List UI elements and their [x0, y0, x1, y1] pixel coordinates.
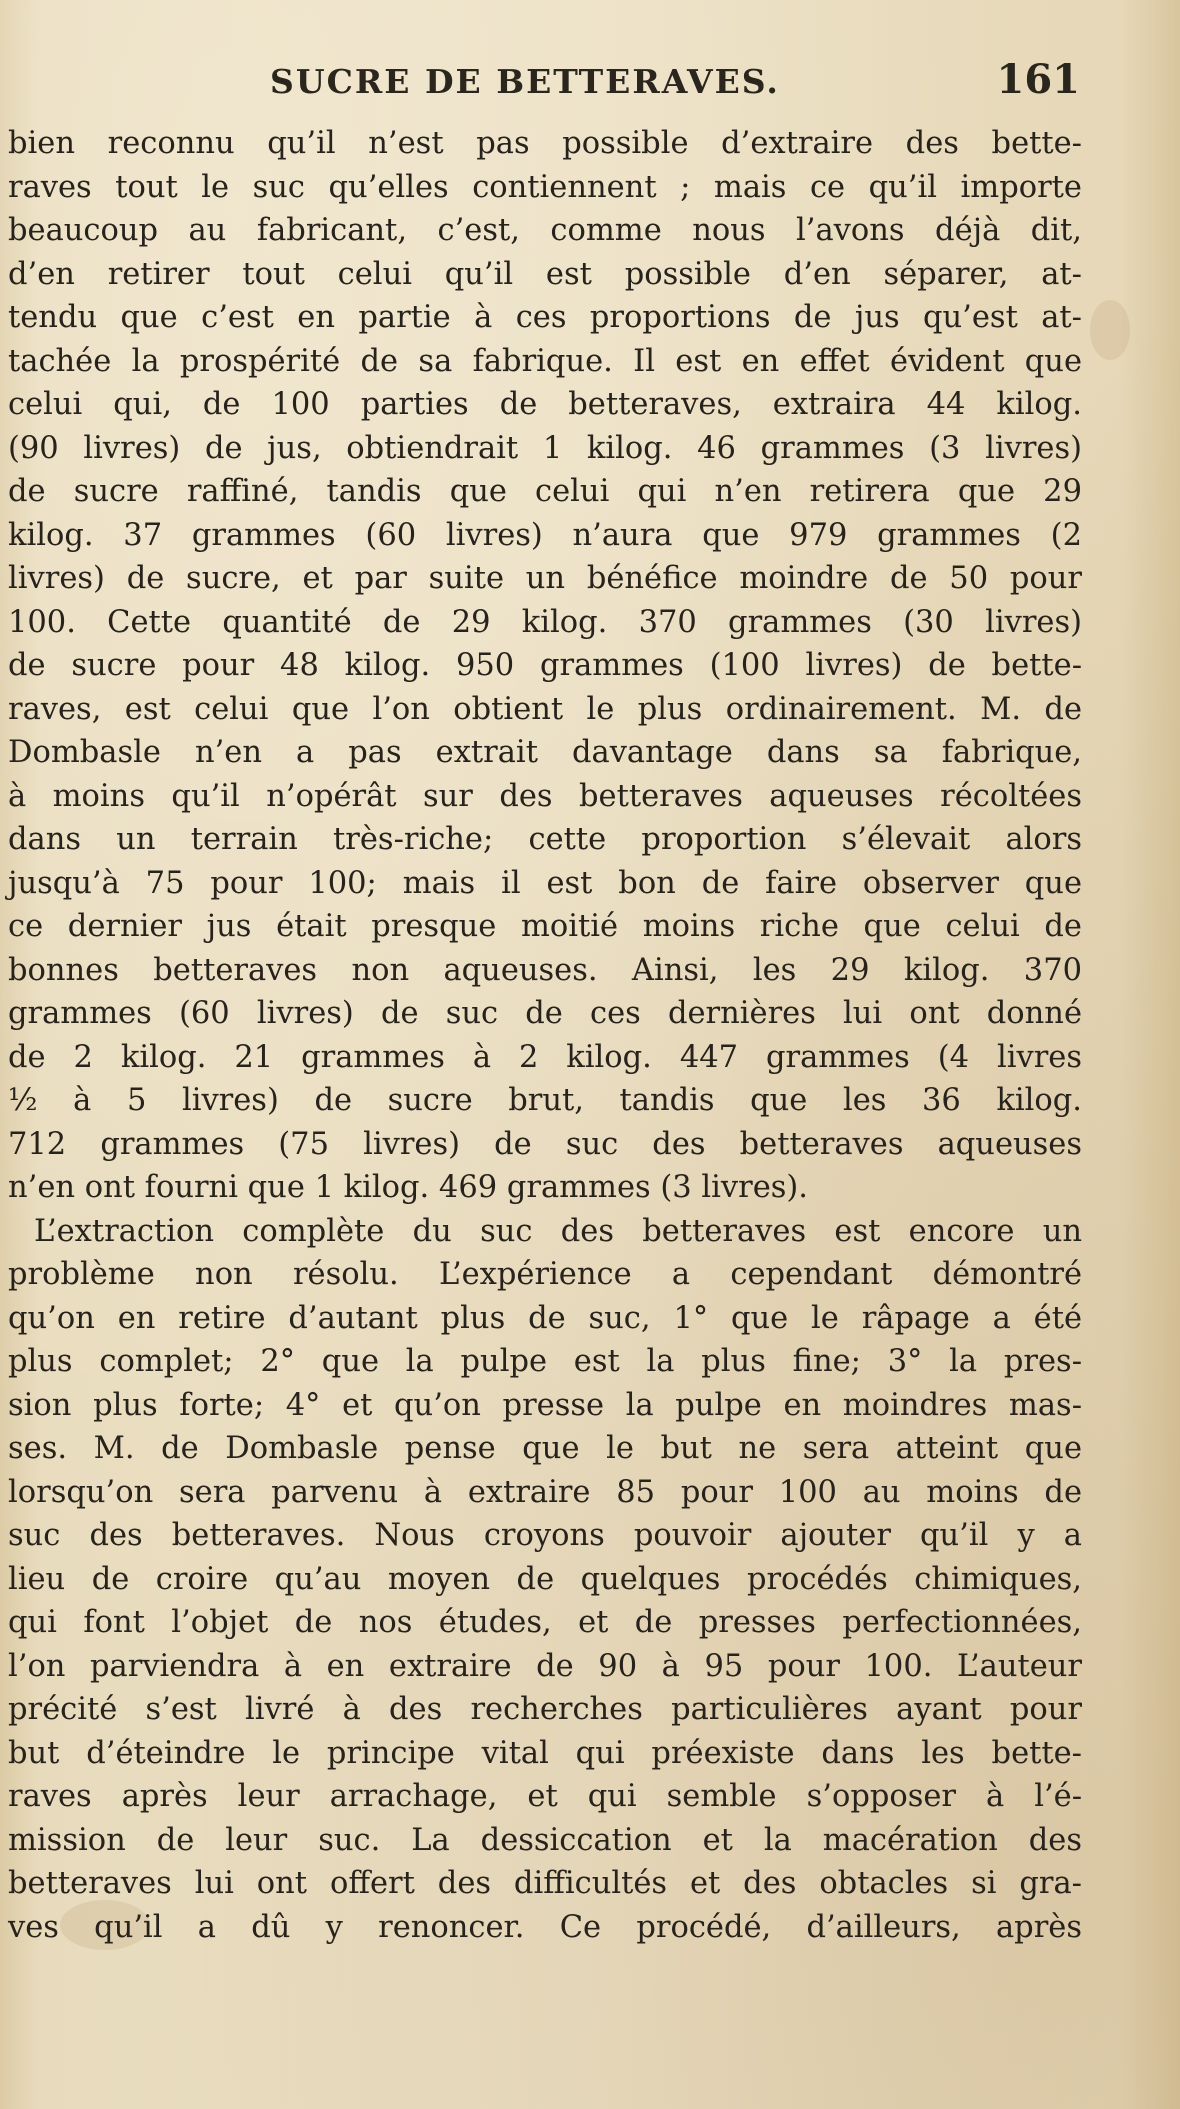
text-line: but d’éteindre le principe vital qui préexiste dans les bette-	[8, 1735, 1082, 1771]
text-line: beaucoup au fabricant, c’est, comme nous l’avons déjà dit,	[8, 213, 1082, 248]
text-line: plus complet; 2° que la pulpe est la plus fine; 3° la pres-	[8, 1344, 1082, 1379]
running-title: SUCRE DE BETTERAVES.	[270, 62, 780, 101]
text-line: suc des betteraves. Nous croyons pouvoir ajouter qu’il y a	[8, 1518, 1082, 1553]
text-line: L’extraction complète du suc des betteraves est encore un	[34, 1213, 1082, 1249]
text-line: ses. M. de Dombasle pense que le but ne sera atteint que	[8, 1431, 1082, 1466]
text-line: sion plus forte; 4° et qu’on presse la pulpe en moindres mas-	[8, 1387, 1082, 1423]
text-line: kilog. 37 grammes (60 livres) n’aura que 979 grammes (2	[8, 517, 1082, 553]
text-line: l’on parviendra à en extraire de 90 à 95 pour 100. L’auteur	[8, 1648, 1082, 1684]
text-line: lorsqu’on sera parvenu à extraire 85 pour 100 au moins de	[8, 1474, 1082, 1510]
text-line: qu’on en retire d’autant plus de suc, 1° que le râpage a été	[8, 1300, 1082, 1336]
text-line: lieu de croire qu’au moyen de quelques procédés chimiques,	[8, 1561, 1082, 1597]
text-line: 100. Cette quantité de 29 kilog. 370 grammes (30 livres)	[8, 604, 1082, 640]
text-line: livres) de sucre, et par suite un bénéfice moindre de 50 pour	[8, 561, 1082, 596]
text-line: bien reconnu qu’il n’est pas possible d’extraire des bette-	[8, 126, 1082, 161]
text-line: raves après leur arrachage, et qui semble s’opposer à l’é-	[8, 1779, 1082, 1814]
text-line: problème non résolu. L’expérience a cependant démontré	[8, 1257, 1082, 1292]
text-line: celui qui, de 100 parties de betteraves, extraira 44 kilog.	[8, 387, 1082, 422]
text-line: (90 livres) de jus, obtiendrait 1 kilog. 46 grammes (3 livres)	[8, 430, 1082, 466]
text-line: n’en ont fourni que 1 kilog. 469 grammes (3 livres).	[8, 1170, 808, 1205]
text-line: d’en retirer tout celui qu’il est possible d’en séparer, at-	[8, 256, 1082, 292]
text-line: ves qu’il a dû y renoncer. Ce procédé, d’ailleurs, après	[8, 1909, 1082, 1945]
body-text	[8, 122, 1082, 1949]
text-line: ½ à 5 livres) de sucre brut, tandis que les 36 kilog.	[8, 1083, 1082, 1118]
text-line: tachée la prospérité de sa fabrique. Il est en effet évident que	[8, 343, 1082, 379]
text-line: jusqu’à 75 pour 100; mais il est bon de faire observer que	[8, 865, 1082, 901]
text-line: bonnes betteraves non aqueuses. Ainsi, les 29 kilog. 370	[8, 952, 1082, 988]
text-line: grammes (60 livres) de suc de ces dernières lui ont donné	[8, 996, 1082, 1031]
text-line: tendu que c’est en partie à ces proportions de jus qu’est at-	[8, 300, 1082, 335]
page-number: 161	[996, 56, 1080, 103]
text-line: dans un terrain très-riche; cette proportion s’élevait alors	[8, 822, 1082, 857]
text-line: Dombasle n’en a pas extrait davantage dans sa fabrique,	[8, 735, 1082, 770]
text-line: à moins qu’il n’opérât sur des betteraves aqueuses récoltées	[8, 778, 1082, 814]
text-line: qui font l’objet de nos études, et de presses perfectionnées,	[8, 1605, 1082, 1640]
text-line: raves tout le suc qu’elles contiennent ; mais ce qu’il importe	[8, 169, 1082, 205]
paper-stain	[1090, 300, 1130, 360]
text-line: raves, est celui que l’on obtient le plus ordinairement. M. de	[8, 691, 1082, 727]
text-line: de sucre pour 48 kilog. 950 grammes (100 livres) de bette-	[8, 648, 1082, 683]
text-line: mission de leur suc. La dessiccation et la macération des	[8, 1822, 1082, 1858]
text-line: ce dernier jus était presque moitié moins riche que celui de	[8, 909, 1082, 944]
text-line: précité s’est livré à des recherches particulières ayant pour	[8, 1692, 1082, 1727]
text-line: betteraves lui ont offert des difficultés et des obtacles si gra-	[8, 1866, 1082, 1901]
text-line: 712 grammes (75 livres) de suc des betteraves aqueuses	[8, 1126, 1082, 1162]
text-line: de sucre raffiné, tandis que celui qui n’en retirera que 29	[8, 474, 1082, 509]
running-head	[0, 56, 1180, 103]
text-line: de 2 kilog. 21 grammes à 2 kilog. 447 grammes (4 livres	[8, 1039, 1082, 1075]
